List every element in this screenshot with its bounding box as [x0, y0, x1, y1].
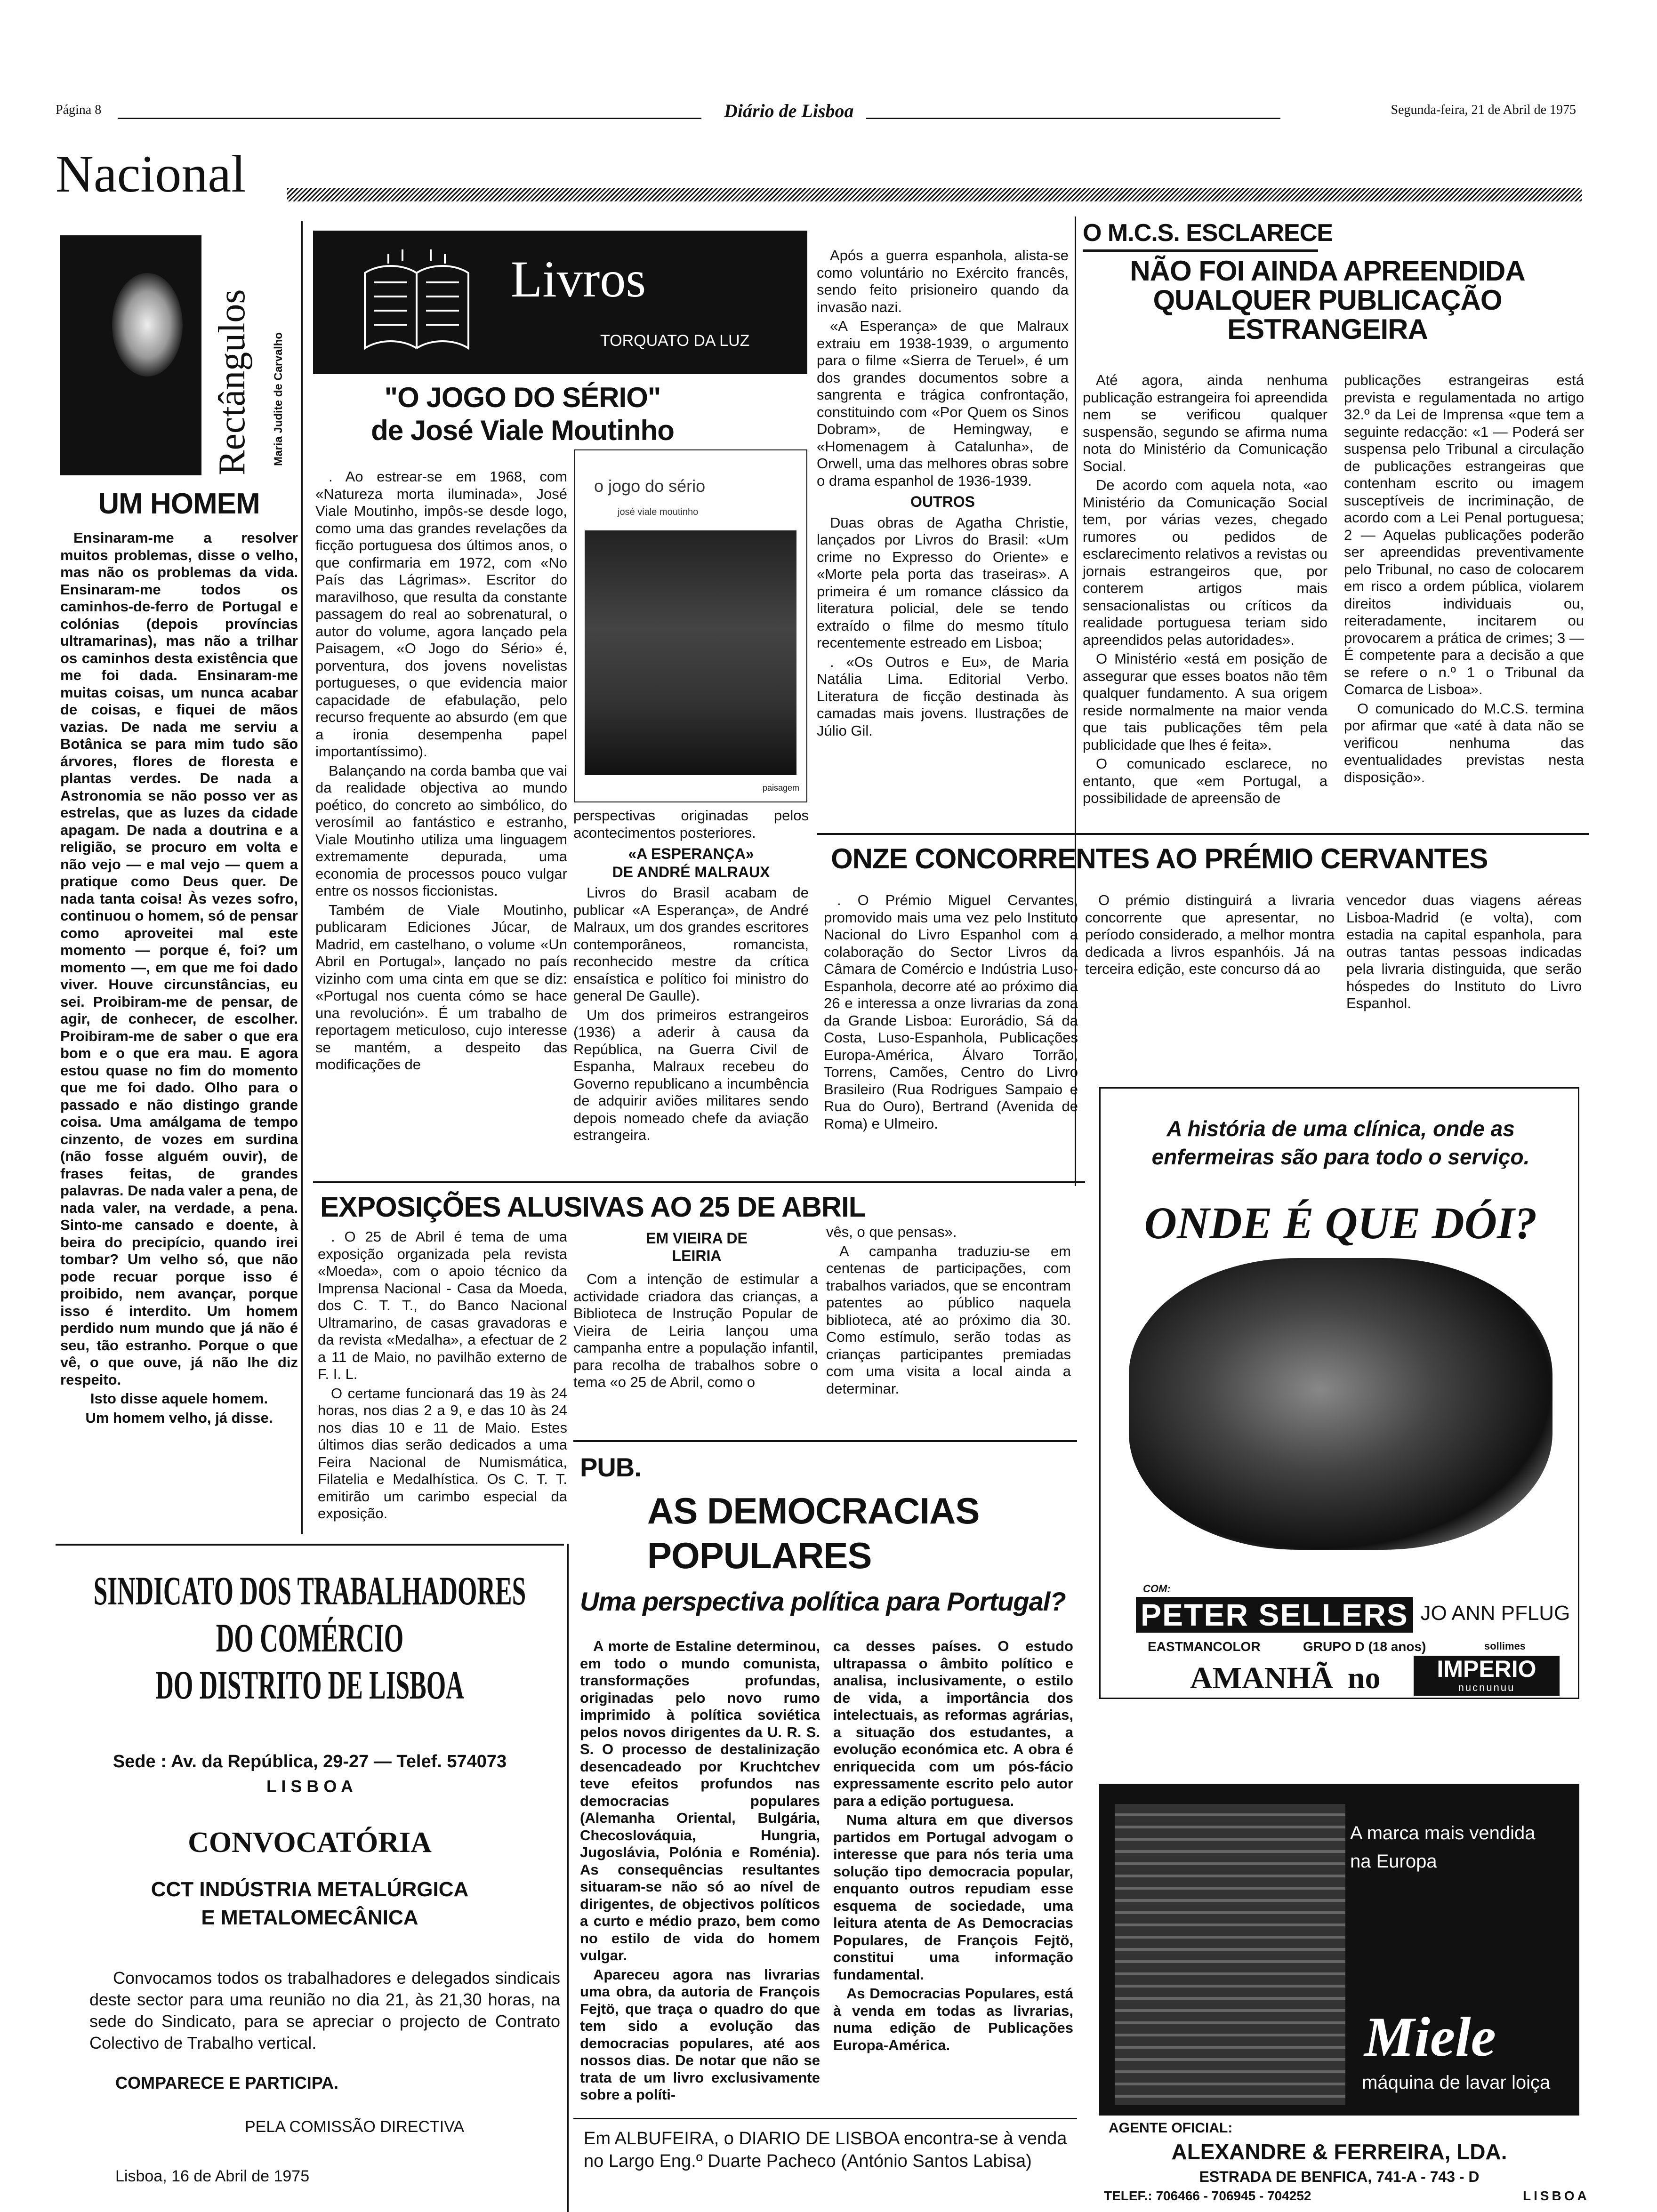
um-homem-paragraph: Ensinaram-me a resolver muitos problemas, disse o velho, mas não os problemas da vida. Ensinaram-me todos os caminhos-de-ferro de Portugal e colónias (depois províncias ultramarinas), mas não a trilhar os caminhos desta existência que me foi dada. Ensinaram-me muitas coisas, um nunca acabar de coisas, e fiquei de mãos vazias. De nada me serviu a Botânica se para mim tudo são árvores, flores de floresta e plantas verdes. De nada a Astronomia se não posso ver as estrelas, que as luzes da cidade apagam. De nada a doutrina e a religião, se procuro em volta e não vejo — e mal vejo — quem a pratique como Deus quer. De nada tanta coisa! Às vezes sofro, continuou o homem, só de pensar como aproveitei mal este momento — porque é, foi? um momento —, em que me foi dado viver. Houve circunstâncias, eu sei. Proibiram-me de pensar, de agir, de conhecer, de escolher. Proibiram-me de saber o que era bom e o que era mau. E agora estou quase no fim do momento que me foi dado. Olho para o passado e não distingo grande coisa. Uma amálgama de tempo cinzento, de vozes em surdina (não fosse alguém ouvir), de frases feitas, de grandes palavras. De nada valer a pena, de nada valer, na verdade, a pena. Sinto-me cansado e doente, à beira do precipício, quando irei tombar? Um velho só, que não pode recuar porque isso é proibido, nem avançar, porque isso é interdito. Um homem perdido num mundo que já não é seu, tão estranho. Porque o que vê, o que ouve, já não lhe diz respeito. — [60, 529, 298, 1388]
exposicoes-paragraph: Com a intenção de estimular a actividade criadora das crianças, a Biblioteca de Instrução Popular de Vieira de Leiria lançou uma campanha entre a população infantil, para recolha de trabalhos sobre o tema «o 25 de Abril, como o — [573, 1271, 818, 1390]
mcs-paragraph: O comunicado esclarece, no entanto, que «em Portugal, a possibilidade de apreensão de — [1083, 755, 1327, 806]
livros-paragraph: Duas obras de Agatha Christie, lançados por Livros do Brasil: «Um crime no Expresso do Oriente» e «Morte pela porta das traseiras». A primeira é um romance clássico da literatura policial, dele se tendo extraído o filme do mesmo título recentemente estreado em Lisboa; — [817, 514, 1069, 651]
democracias-headline-1: AS DEMOCRACIAS — [647, 1490, 980, 1531]
democracias-paragraph: Numa altura em que diversos partidos em Portugal advogam o interesse que para nós teria uma solução tipo democracia popular, enquanto outros repudiam esse esquema de sociedade, uma leitura atenta de As Democracias Populares, de François Fejtö, constitui uma informação fundamental. — [833, 1811, 1073, 1983]
cervantes-paragraph: . O Prémio Miguel Cervantes, promovido mais uma vez pelo Instituto Nacional do Livro Espanhol com a colaboração do Sector Livros da Câmara de Comércio e Indústria Luso-Espanhola, decorre até ao próximo dia 26 e interessa a onze livrarias da zona da Grande Lisboa: Eurorádio, Sá da Costa, Luso-Espanhola, Publicações Europa-América, Álvaro Torrão, Torrens, Camões, Centro do Livro Brasileiro (Rua Rodrigues Sampaio e Rua do Ouro), Bertrand (Avenida de Roma) e Ulmeiro. — [824, 892, 1078, 1132]
sindicato-line-1: SINDICATO DOS TRABALHADORES — [93, 1568, 526, 1613]
no-word: no — [1347, 1661, 1381, 1695]
masthead-rule — [118, 118, 701, 119]
exposicoes-col-3 — [826, 1224, 1071, 1399]
democracias-subhead: Uma perspectiva política para Portugal? — [580, 1587, 1066, 1616]
exposicoes-paragraph: . O 25 de Abril é tema de uma exposição organizada pela revista «Moeda», com o apoio técnico da Imprensa Nacional - Casa da Moeda, dos C. T. T., do Banco Nacional Ultramarino, de casas gravadoras e da revista «Medalha», a efectuar de 2 a 11 de Maio, no pavilhão externo de F. I. L. — [318, 1228, 567, 1382]
jogo-headline-2: de José Viale Moutinho — [371, 415, 674, 446]
amanha-word: AMANHÃ — [1190, 1661, 1334, 1695]
cct-line-1: CCT INDÚSTRIA METALÚRGICA — [151, 1878, 469, 1901]
sindicato-header — [56, 1567, 564, 1708]
rectangulos-photo — [60, 235, 201, 475]
pub-tag: PUB. — [580, 1452, 641, 1482]
livros-banner — [313, 231, 807, 374]
clinica-star: PETER SELLERS — [1136, 1597, 1413, 1633]
open-book-icon — [355, 245, 478, 358]
democracias-paragraph: As Democracias Populares, está à venda em todas as livrarias, numa edição de Publicações Europa-América. — [833, 1985, 1073, 2053]
miele-address: ESTRADA DE BENFICA, 741-A - 743 - D — [1199, 2168, 1480, 2185]
clinica-ad — [1099, 1087, 1579, 1699]
mcs-paragraph: Até agora, ainda nenhuma publicação estrangeira foi apreendida nem se verificou qualquer suspensão, segundo se afirma numa nota do Ministério da Comunicação Social. — [1083, 372, 1327, 474]
livros-paragraph: «A Esperança» de que Malraux extraiu em 1938-1939, o argumento para o filme «Sierra de Teruel», é um dos grandes documentos sobre a sangrenta e trágica confrontação, constituindo com «Por Quem os Sinos Dobram», de Hemingway, e «Homenagem à Catalunha», de Orwell, uma das melhores obras sobre o drama espanhol de 1936-1939. — [817, 318, 1069, 489]
cover-title: o jogo do sério — [594, 476, 706, 496]
exposicoes-col-1 — [318, 1228, 567, 1524]
democracias-paragraph: ca desses países. O estudo ultrapassa o âmbito político e analisa, inclusivamente, o estilo de vida, a importância dos intelectuais, as reformas agrárias, a situação dos estudantes, a evolução económica etc. A obra é enriquecida com um pós-fácio expressamente escrito pelo autor para a edição portuguesa. — [833, 1638, 1073, 1809]
section-title: Nacional — [56, 145, 246, 203]
cct-line-2: E METALOMECÂNICA — [201, 1906, 418, 1929]
exposicoes-headline: EXPOSIÇÕES ALUSIVAS AO 25 DE ABRIL — [320, 1191, 866, 1223]
democracias-paragraph: Apareceu agora nas livrarias uma obra, da autoria de François Fejtö, que traça o quadro do que tem sido a evolução das democracias populares, até aos nossos dias. De notar que não se trata de um livro exclusivamente sobre a políti- — [580, 1966, 820, 2103]
rectangulos-box — [56, 231, 300, 485]
mcs-col-1 — [1083, 372, 1327, 809]
outros-subhead: OUTROS — [910, 493, 975, 510]
rectangulos-author: Maria Judite de Carvalho — [272, 332, 285, 466]
section-hatch-bar — [287, 188, 1582, 201]
albufeira-top-rule — [573, 2118, 1077, 2119]
book-icon-svg — [355, 245, 478, 358]
rectangulos-vrule — [301, 221, 303, 1534]
exposicoes-paragraph: vês, o que pensas». — [826, 1224, 957, 1240]
clinica-com-label: COM: — [1143, 1583, 1171, 1595]
sindicato-line-2: DO COMÉRCIO — [216, 1615, 404, 1660]
esperanca-subhead-2: DE ANDRÉ MALRAUX — [612, 863, 770, 881]
sindicato-sede: Sede : Av. da República, 29-27 — Telef. 574073 — [113, 1752, 507, 1771]
exposicoes-paragraph: A campanha traduziu-se em centenas de participações, com trabalhos variados, que se encontram patentes ao público naquela biblioteca, até ao próximo dia 30. Como estímulo, serão todas as crianças participantes premiadas com uma visita a local ainda a determinar. — [826, 1242, 1071, 1397]
dishwasher-image — [1115, 1804, 1345, 2105]
mcs-headline: NÃO FOI AINDA APREENDIDA QUALQUER PUBLICAÇÃO ESTRANGEIRA — [1130, 255, 1525, 345]
esperanca-subhead: «A ESPERANÇA» — [628, 845, 754, 862]
newspaper-name: Diário de Lisboa — [724, 100, 854, 121]
livros-paragraph: Balançando na corda bamba que vai da realidade objectiva ao mundo poético, do concreto ao simbólico, do verosímil ao fantástico e estranho, Viale Moutinho utiliza uma linguagem extremamente depurada, uma economia de processos pouco vulgar entre os nossos ficcionistas. — [315, 762, 567, 899]
cervantes-headline: ONZE CONCORRENTES AO PRÉMIO CERVANTES — [831, 843, 1488, 874]
sindicato-vrule — [567, 1544, 569, 2212]
comparece-line: COMPARECE E PARTICIPA. — [115, 2073, 339, 2092]
mcs-kicker-rule — [1083, 249, 1318, 252]
livros-author: TORQUATO DA LUZ — [600, 332, 750, 350]
vieira-subhead: EM VIEIRA DE LEIRIA — [646, 1230, 748, 1264]
sindicato-line-3: DO DISTRITO DE LISBOA — [155, 1662, 464, 1707]
photo-figure — [112, 273, 183, 377]
comissao-line: PELA COMISSÃO DIRECTIVA — [245, 2118, 465, 2136]
livros-col-2 — [573, 807, 809, 1146]
pub-top-rule — [573, 1440, 1077, 1442]
cinema-name: IMPERIO — [1437, 1656, 1536, 1682]
clinica-color: EASTMANCOLOR — [1148, 1639, 1261, 1654]
mcs-paragraph: publicações estrangeiras está prevista e regulamentada no artigo 32.º da Lei de Imprensa «que tem a seguinte redacção: «1 — Poderá ser suspensa pelo Tribunal a circulação de publicações estrangeiras que contenham escrito ou imagem susceptíveis de incriminação, de acordo com a Lei Penal portuguesa; 2 — Aquelas publicações poderão ser apreendidas preventivamente pelo Tribunal, no caso de colocarem em risco a ordem pública, violarem direitos individuais ou, reiteradamente, incitarem ou provocarem a prática de crimes; 3 — É competente para a decisão a que se refere o n.º 1 o Tribunal da Comarca de Lisboa». — [1344, 372, 1584, 697]
democracias-headline-2: POPULARES — [647, 1535, 872, 1576]
livros-paragraph: perspectivas originadas pelos acontecimentos posteriores. — [573, 807, 809, 841]
clinica-amanha — [1190, 1660, 1381, 1696]
mcs-paragraph: O comunicado do M.C.S. termina por afirmar que «até à data não se verificou nenhuma das eventualidades previstas nesta disposição». — [1344, 700, 1584, 785]
miele-phones: TELEF.: 706466 - 706945 - 704252 — [1104, 2188, 1311, 2203]
exposicoes-top-rule — [313, 1181, 1085, 1183]
um-homem-text — [60, 529, 298, 1428]
cover-photo — [585, 530, 796, 775]
democracias-paragraph: A morte de Estaline determinou, em todo o mundo comunista, transformações profundas, originadas pelo novo rumo imprimido à política soviética pelos novos dirigentes da U. R. S. S. O processo de destalinização desencadeado por Kruchtchev teve efeitos profundos nas democracias populares (Alemanha Oriental, Bulgária, Checoslováquia, Hungria, Jugoslávia, Polónia e Roménia). As consequências resultantes situaram-se não só ao nível de dirigentes, de objectivos políticos a curto e médio prazo, bem como no estilo de vida do homem vulgar. — [580, 1638, 820, 1964]
cervantes-top-rule — [817, 833, 1589, 835]
cinema-subtitle: nucnunuu — [1458, 1682, 1515, 1693]
clinica-film-still — [1129, 1258, 1552, 1550]
issue-date: Segunda-feira, 21 de Abril de 1975 — [1391, 103, 1576, 117]
cervantes-paragraph: O prémio distinguirá a livraria concorrente que apresentar, no período considerado, a melhor montra dedicada a livros espanhóis. Já na terceira edição, este concurso dá ao — [1085, 892, 1335, 977]
livros-paragraph: Livros do Brasil acabam de publicar «A Esperança», de André Malraux, um dos grandes escritores contemporâneos, romancista, reconhecido mestre da crítica ensaística e político foi ministro do general De Gaulle). — [573, 884, 809, 1004]
masthead-rule-right — [866, 118, 1280, 119]
miele-product: máquina de lavar loiça — [1362, 2072, 1551, 2093]
um-homem-closing-2: Um homem velho, já disse. — [85, 1409, 273, 1426]
cervantes-col-1 — [824, 892, 1078, 1134]
jogo-headline-1: "O JOGO DO SÉRIO" — [384, 382, 661, 413]
miele-brand: Miele — [1364, 2005, 1496, 2068]
cervantes-col-2 — [1085, 892, 1335, 980]
sindicato-date: Lisboa, 16 de Abril de 1975 — [115, 2167, 310, 2185]
clinica-tagline: A história de uma clínica, onde as enfermeiras são para todo o serviço. — [1151, 1116, 1530, 1169]
cover-author: josé viale moutinho — [618, 507, 699, 517]
book-cover — [574, 449, 807, 802]
um-homem-closing-1: Isto disse aquele homem. — [90, 1390, 268, 1407]
cover-publisher: paisagem — [762, 783, 799, 793]
livros-col-1 — [315, 468, 567, 1174]
livros-col-3 — [817, 247, 1069, 741]
mcs-col-2 — [1344, 372, 1584, 788]
albufeira-notice: Em ALBUFEIRA, o DIARIO DE LISBOA encontra-se à venda no Largo Eng.º Duarte Pacheco (António Santos Labisa) — [584, 2129, 1067, 2171]
livros-paragraph: . Ao estrear-se em 1968, com «Natureza morta iluminada», José Viale Moutinho, impôs-se desde logo, como uma das grandes revelações da ficção portuguesa dos últimos anos, o que confirmaria em 1972, com «No País das Lágrimas». Escritor do maravilhoso, que resulta da constante passagem do real ao sobrenatural, o autor do volume, agora lançado pela Paisagem, «O Jogo do Sério» é, porventura, dos jovens novelistas portugueses, o que evidencia maior capacidade de efabulação, pelo recurso frequente ao absurdo (em que a ironia desempenha papel importantíssimo). — [315, 468, 567, 760]
rectangulos-title: Rectângulos — [211, 289, 253, 475]
sindicato-city: L I S B O A — [266, 1777, 354, 1796]
mcs-kicker: O M.C.S. ESCLARECE — [1083, 219, 1333, 247]
page-number: Página 8 — [56, 103, 102, 117]
clinica-title: ONDE É QUE DÓI? — [1144, 1198, 1537, 1248]
exposicoes-paragraph: O certame funcionará das 19 às 24 horas, nos dias 2 a 9, e das 10 às 24 nos dias 10 e 11 de Maio. Estes últimos dias serão dedicados a uma Feira Nacional de Numismática, Filatelia e Medalhística. Os C. T. T. emitirão um carimbo especial da exposição. — [318, 1385, 567, 1522]
cervantes-paragraph: vencedor duas viagens aéreas Lisboa-Madrid (e volta), com estadia na capital espanhola, para outras tantas pessoas indicadas pela livraria distinguida, que serão hóspedes do Instituto do Livro Espanhol. — [1346, 892, 1582, 1011]
democracias-col-1 — [580, 1638, 820, 2106]
exposicoes-col-2 — [573, 1271, 818, 1393]
miele-agent: ALEXANDRE & FERREIRA, LDA. — [1171, 2140, 1507, 2164]
livros-paragraph: . «Os Outros e Eu», de Maria Natália Lima. Editorial Verbo. Literatura de ficção destinada às camadas mais jovens. Ilustrações de Júlio Gil. — [817, 653, 1069, 739]
um-homem-headline: UM HOMEM — [98, 488, 260, 520]
clinica-studio: sollimes — [1484, 1640, 1526, 1652]
democracias-col-2 — [833, 1638, 1073, 2056]
convocatoria-title: CONVOCATÓRIA — [188, 1827, 432, 1859]
miele-city: LISBOA — [1523, 2188, 1590, 2203]
mcs-paragraph: De acordo com aquela nota, «ao Ministério da Comunicação Social tem, por várias vezes, chegado rumores ou pedidos de esclarecimento relativos a revistas ou jornais estrangeiros que, por conterem artigos mais sensacionalistas ou críticos da realidade portuguesa teriam sido apreendidos pelas autoridades». — [1083, 477, 1327, 648]
miele-ad — [1099, 1784, 1579, 2116]
clinica-costar: . JO ANN PFLUG — [1409, 1602, 1570, 1625]
miele-agent-label: AGENTE OFICIAL: — [1109, 2120, 1233, 2136]
cinema-logo — [1414, 1656, 1560, 1696]
livros-title: Livros — [511, 250, 646, 308]
livros-paragraph: Após a guerra espanhola, alista-se como voluntário no Exército francês, sendo feito prisioneiro quando da invasão nazi. — [817, 247, 1069, 315]
miele-claim-1: A marca mais vendida — [1350, 1823, 1536, 1843]
livros-paragraph: Também de Viale Moutinho, publicaram Ediciones Júcar, de Madrid, em castelhano, o volume «Un Abril en Portugal», lançado no país vizinho com uma cinta em que se diz: «Portugal nos cuenta cómo se hace una revolución». É um trabalho de reportagem meticuloso, cujo interesse se mantém, a despeito das modificações de — [315, 901, 567, 1073]
clinica-grupo: GRUPO D (18 anos) — [1303, 1639, 1426, 1654]
mcs-paragraph: O Ministério «está em posição de assegurar que esses boatos não têm qualquer fundamento. A sua origem reside normalmente na maior venda que tais publicações têm pela publicidade que lhes é feita». — [1083, 650, 1327, 753]
livros-paragraph: Um dos primeiros estrangeiros (1936) a aderir à causa da República, na Guerra Civil de Espanha, Malraux recebeu do Governo republicano a incumbência de adquirir aviões militares sendo depois nomeado chefe da aviação estrangeira. — [573, 1006, 809, 1143]
convocatoria-body: Convocamos todos os trabalhadores e delegados sindicais deste sector para uma reunião no dia 21, às 21,30 horas, na sede do Sindicato, para se apreciar o projecto de Contrato Colectivo de Trabalho vertical. — [89, 1968, 560, 2052]
cervantes-col-3 — [1346, 892, 1582, 1014]
miele-claim-2: na Europa — [1350, 1851, 1437, 1872]
sindicato-top-rule — [56, 1544, 564, 1546]
